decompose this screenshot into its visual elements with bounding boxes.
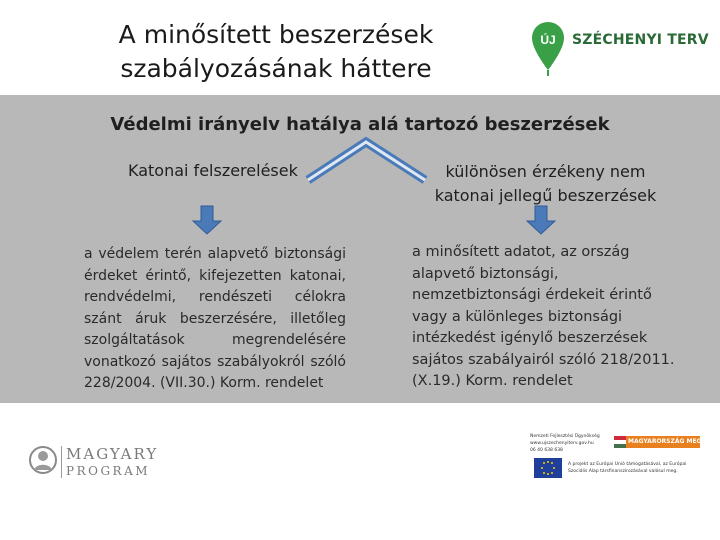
nfu-line-3: 06 40 638 638 <box>530 448 563 453</box>
eu-note-line-1: A projekt az Európai Unió támogatásával, az Európai <box>568 462 687 467</box>
right-category-heading <box>418 160 673 208</box>
left-regulation-text: a védelem terén alapvető biztonsági érdeket érintő, kifejezetten katonai, rendvédelmi, rendészeti célokra szánt áruk beszerzésére, illetőleg szolgáltatások megrendelésére vonatkozó sajátos szabályokról szóló 228/2004. (VII.30.) Korm. rendelet <box>84 246 346 391</box>
right-body-line: vagy a különleges biztonsági <box>412 308 623 325</box>
title-line-1: A minősített beszerzések <box>118 20 434 49</box>
left-category-heading: Katonai felszerelések <box>128 161 298 180</box>
hu-bar-text: MAGYARORSZÁG MEGÚJUL <box>628 438 718 445</box>
right-body-line: nemzetbiztonsági érdekeit érintő <box>412 287 652 303</box>
logo-divider <box>61 446 62 478</box>
right-regulation-text <box>412 242 680 393</box>
hungarian-flag-icon <box>614 436 626 448</box>
left-down-arrow-icon <box>193 206 221 234</box>
right-body-line: intézkedést igénylő beszerzések <box>412 330 648 346</box>
right-down-arrow-icon <box>527 206 555 234</box>
right-heading-line-2: katonai jellegű beszerzések <box>434 186 657 205</box>
nfu-line-1: Nemzeti Fejlesztési Ügynökség <box>530 434 600 439</box>
magyary-program-logo <box>28 440 178 484</box>
right-heading-line-1: különösen érzékeny nem <box>445 162 646 181</box>
right-body-line: a minősített adatot, az ország <box>412 244 630 260</box>
right-body-line: (X.19.) Korm. rendelet <box>412 373 573 389</box>
eu-flag-icon <box>534 458 562 478</box>
eu-note-line-2: Szociális Alap társfinanszírozásával valósul meg. <box>568 469 678 474</box>
nfu-line-2: www.ujszechenyiterv.gov.hu <box>530 441 594 446</box>
slide-subtitle: Védelmi irányelv hatálya alá tartozó beszerzések <box>110 114 610 135</box>
magyary-text: MAGYARY <box>66 445 159 463</box>
portrait-medallion-icon <box>28 440 58 480</box>
szechenyi-brand-text: SZÉCHENYI TERV <box>572 32 709 48</box>
program-text: PROGRAM <box>66 464 151 478</box>
right-body-line: sajátos szabályairól szóló 218/2011. <box>412 351 675 368</box>
branch-connector <box>308 142 425 180</box>
eu-funding-block <box>530 432 718 482</box>
logo-mark-text: ÚJ <box>540 33 556 47</box>
right-body-line: alapvető biztonsági, <box>412 265 559 282</box>
title-line-2: szabályozásának háttere <box>120 54 432 83</box>
hungary-renews-bar <box>614 436 718 448</box>
